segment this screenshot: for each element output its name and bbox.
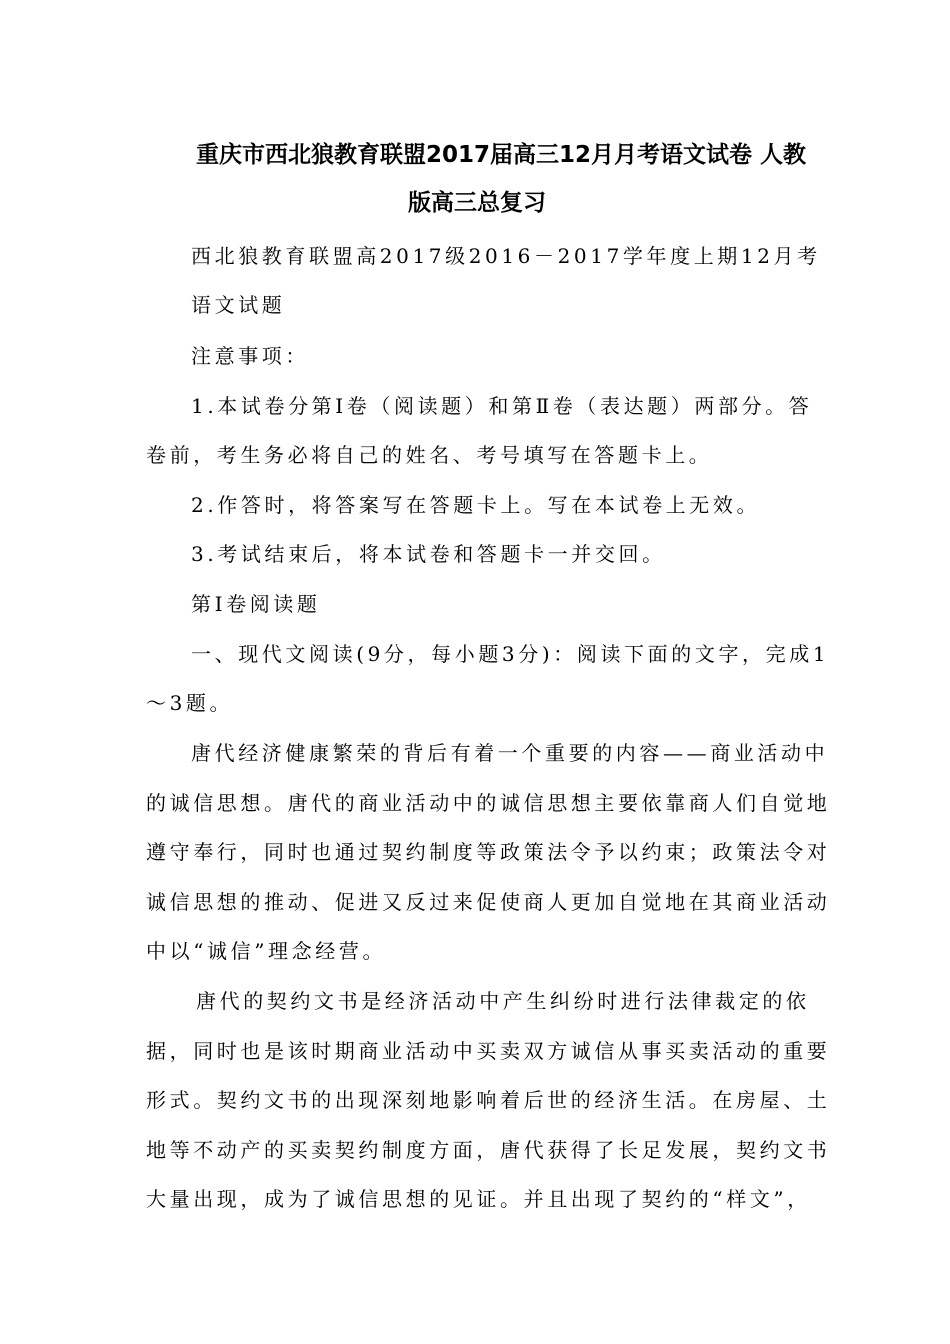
paragraph-2-line: 地等不动产的买卖契约制度方面，唐代获得了长足发展，契约文书 — [146, 1138, 831, 1162]
paragraph-2-line: 唐代的契约文书是经济活动中产生纠纷时进行法律裁定的依 — [196, 989, 810, 1013]
paragraph-1-line: 的诚信思想。唐代的商业活动中的诚信思想主要依靠商人们自觉地 — [146, 791, 831, 815]
notice-label: 注意事项： — [191, 344, 309, 368]
exam-subheading: 西北狼教育联盟高2017级2016－2017学年度上期12月考 — [191, 244, 821, 268]
question-intro-line-2: ～3题。 — [146, 691, 234, 715]
notice-item-2: 2.作答时，将答案写在答题卡上。写在本试卷上无效。 — [191, 493, 761, 517]
section-label: 第Ⅰ卷阅读题 — [191, 592, 321, 616]
exam-subject: 语文试题 — [191, 293, 286, 317]
paragraph-2-line: 形式。契约文书的出现深刻地影响着后世的经济生活。在房屋、土 — [146, 1088, 831, 1112]
paragraph-2-line: 大量出现，成为了诚信思想的见证。并且出现了契约的“样文”， — [146, 1187, 811, 1211]
paragraph-1-line: 遵守奉行，同时也通过契约制度等政策法令予以约束；政策法令对 — [146, 840, 831, 864]
question-intro-line-1: 一、现代文阅读(9分，每小题3分)：阅读下面的文字，完成1 — [191, 642, 830, 666]
document-title-line-2: 版高三总复习 — [408, 190, 546, 216]
paragraph-1-line: 诚信思想的推动、促进又反过来促使商人更加自觉地在其商业活动 — [146, 890, 831, 914]
notice-item-1-line-2: 卷前，考生务必将自己的姓名、考号填写在答题卡上。 — [146, 443, 713, 467]
paragraph-1-line: 唐代经济健康繁荣的背后有着一个重要的内容——商业活动中 — [191, 741, 829, 765]
document-title-line-1: 重庆市西北狼教育联盟2017届高三12月月考语文试卷 人教 — [196, 142, 807, 168]
notice-item-3: 3.考试结束后，将本试卷和答题卡一并交回。 — [191, 542, 666, 566]
notice-item-1-line-1: 1.本试卷分第Ⅰ卷（阅读题）和第Ⅱ卷（表达题）两部分。答 — [191, 394, 813, 418]
paragraph-1-line: 中以“诚信”理念经营。 — [146, 939, 387, 963]
paragraph-2-line: 据，同时也是该时期商业活动中买卖双方诚信从事买卖活动的重要 — [146, 1039, 831, 1063]
